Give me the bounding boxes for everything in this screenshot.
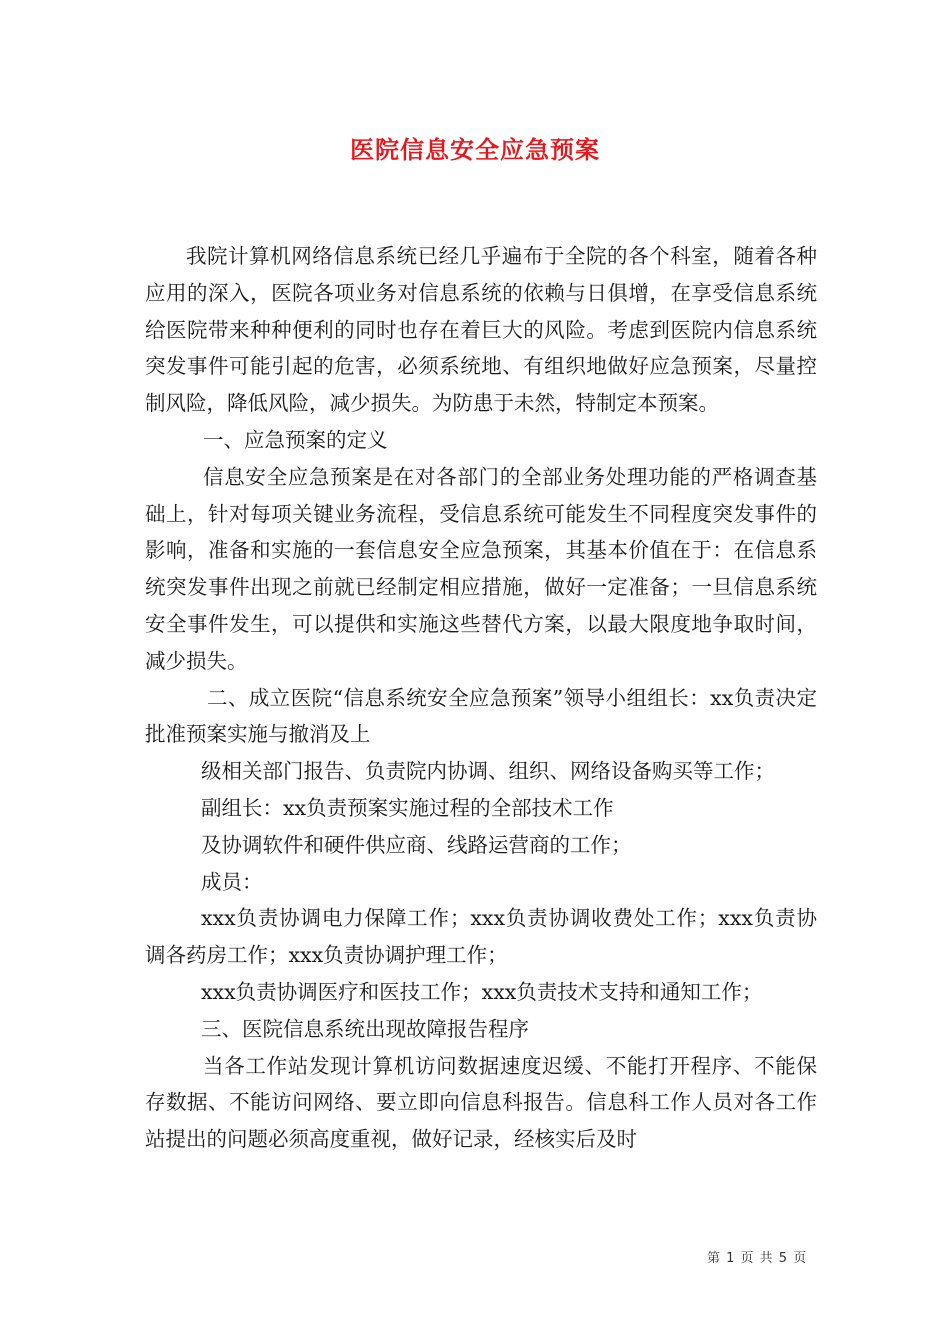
- document-body: [145, 238, 817, 1158]
- section-heading-2: 二、成立医院“信息系统安全应急预案”领导小组组长：xx负责决定批准预案实施与撤消及上: [145, 685, 817, 747]
- deputy-duties-line: 及协调软件和硬件供应商、线路运营商的工作；: [201, 832, 632, 857]
- members-label: 成员：: [201, 869, 263, 894]
- members-list-1: xxx负责协调电力保障工作；xxx负责协调收费处工作；xxx负责协调各药房工作；xxx负责协调护理工作；: [145, 906, 817, 968]
- leader-duties-line: 级相关部门报告、负责院内协调、组织、网络设备购买等工作；: [201, 759, 775, 784]
- deputy-leader-line: 副组长：xx负责预案实施过程的全部技术工作: [201, 795, 614, 820]
- members-list-2: xxx负责协调医疗和医技工作；xxx负责技术支持和通知工作；: [201, 979, 763, 1004]
- report-procedure-paragraph: 当各工作站发现计算机访问数据速度迟缓、不能打开程序、不能保存数据、不能访问网络、要立即向信息科报告。信息科工作人员对各工作站提出的问题必须高度重视，做好记录，经核实后及时: [145, 1053, 817, 1152]
- intro-paragraph: 我院计算机网络信息系统已经几乎遍布于全院的各个科室，随着各种应用的深入，医院各项业务对信息系统的依赖与日俱增，在享受信息系统给医院带来种种便利的同时也存在着巨大的风险。考虑到医院内信息系统突发事件可能引起的危害，必须系统地、有组织地做好应急预案，尽量控制风险，降低风险，减少损失。为防患于未然，特制定本预案。: [145, 244, 817, 416]
- section-heading-3: 三、医院信息系统出现故障报告程序: [201, 1016, 529, 1041]
- document-title: 医院信息安全应急预案: [350, 135, 600, 164]
- page-indicator: 第 1 页 共 5 页: [707, 1251, 808, 1266]
- definition-paragraph: 信息安全应急预案是在对各部门的全部业务处理功能的严格调查基础上，针对每项关键业务流程，受信息系统可能发生不同程度突发事件的影响，准备和实施的一套信息安全应急预案，其基本价值在于：在信息系统突发事件出现之前就已经制定相应措施，做好一定准备；一旦信息系统安全事件发生，可以提供和实施这些替代方案，以最大限度地争取时间，减少损失。: [145, 464, 817, 673]
- section-heading-1: 一、应急预案的定义: [203, 427, 388, 452]
